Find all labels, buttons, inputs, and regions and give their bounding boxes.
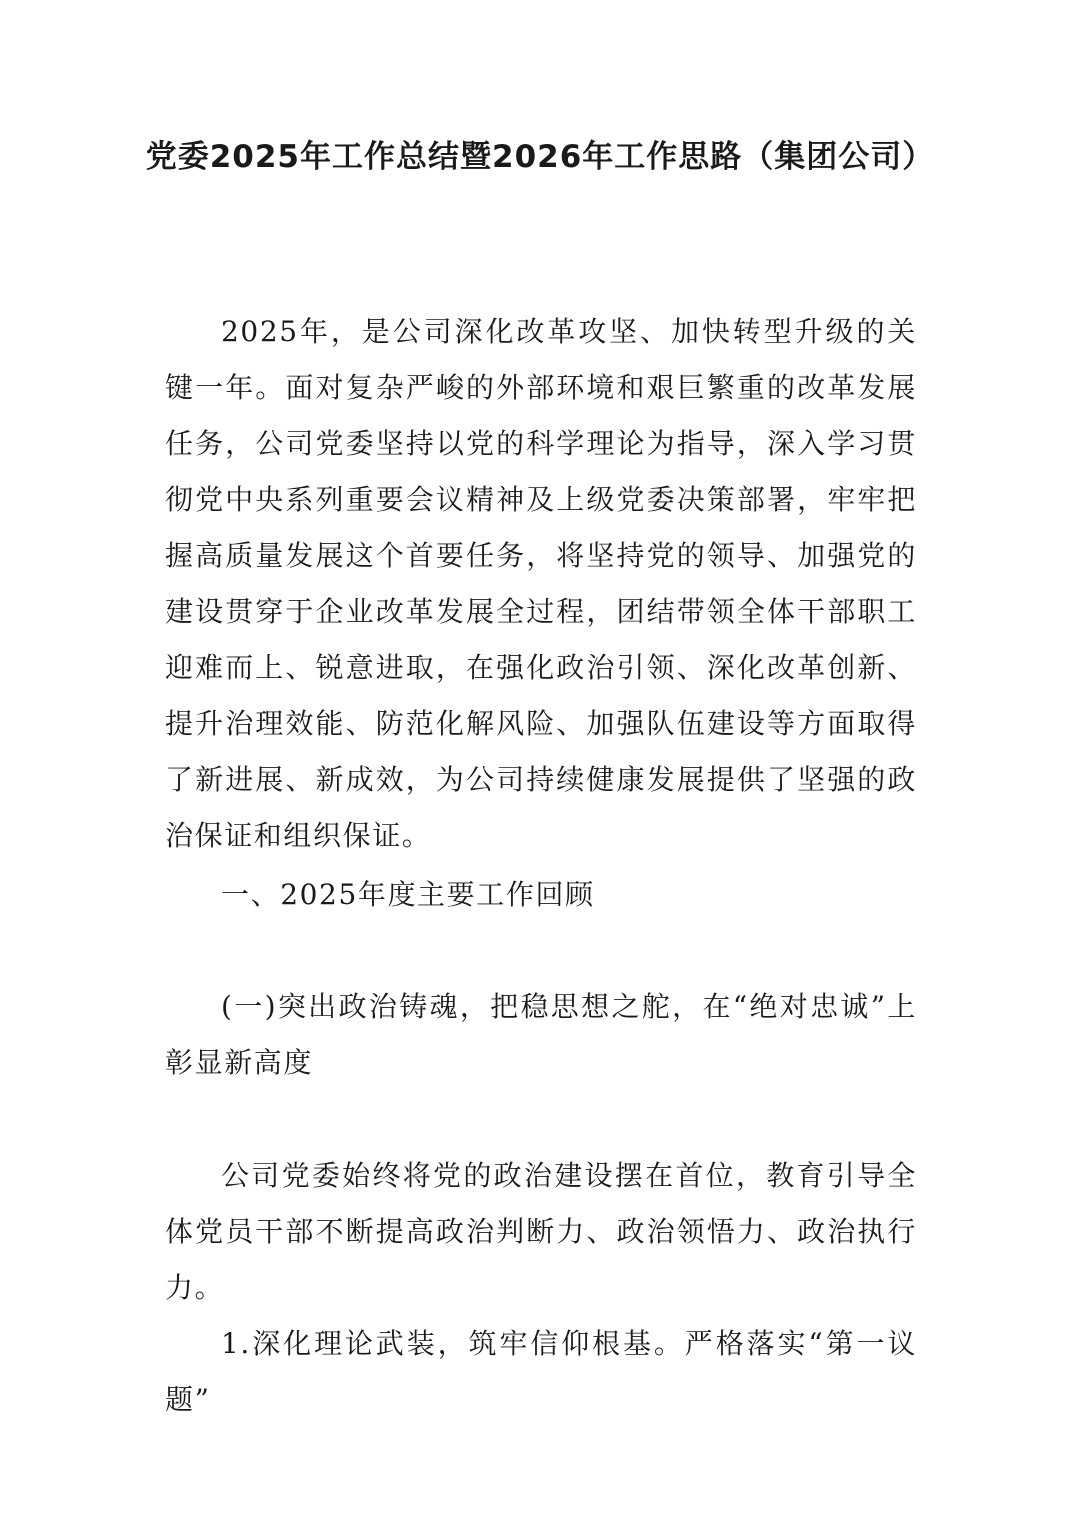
intro-paragraph: 2025年，是公司深化改革攻坚、加快转型升级的关键一年。面对复杂严峻的外部环境和艰巨繁重的改革发展任务，公司党委坚持以党的科学理论为指导，深入学习贯彻党中央系列重要会议精神及上级党委决策部署，牢牢把握高质量发展这个首要任务，将坚持党的领导、加强党的建设贯穿于企业改革发展全过程，团结带领全体干部职工迎难而上、锐意进取，在强化政治引领、深化改革创新、提升治理效能、防范化解风险、加强队伍建设等方面取得了新进展、新成效，为公司持续健康发展提供了坚强的政治保证和组织保证。: [165, 315, 917, 852]
document-title: 党委2025年工作总结暨2026年工作思路（集团公司）: [145, 139, 935, 175]
body-paragraph: 公司党委始终将党的政治建设摆在首位，教育引导全体党员干部不断提高政治判断力、政治领悟力、政治执行力。: [165, 1159, 917, 1304]
subsection-heading: (一)突出政治铸魂，把稳思想之舵，在“绝对忠诚”上彰显新高度: [165, 990, 917, 1079]
section-heading: 一、2025年度主要工作回顾: [221, 878, 595, 911]
numbered-item: 1.深化理论武装，筑牢信仰根基。严格落实“第一议题”: [165, 1327, 917, 1416]
